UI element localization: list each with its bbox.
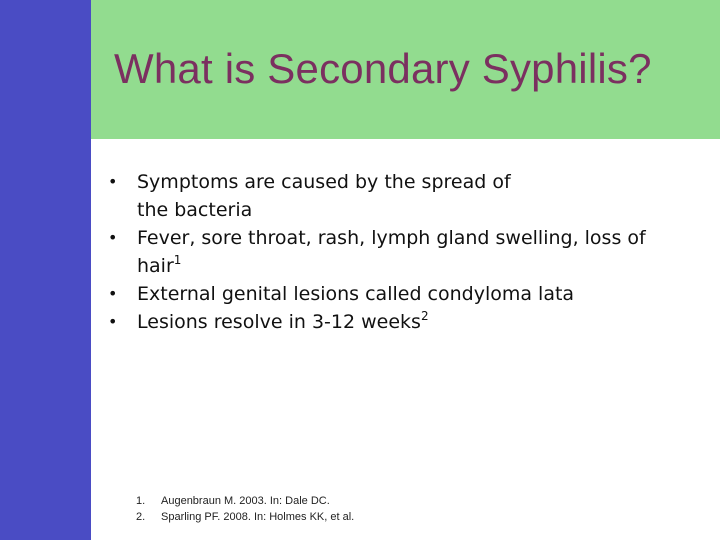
- bullet-text: Lesions resolve in 3-12 weeks: [137, 311, 421, 333]
- footnote-marker: 2: [420, 309, 429, 323]
- left-sidebar-band: [0, 0, 91, 540]
- bullet-list: [108, 168, 708, 336]
- reference-text: Sparling PF. 2008. In: Holmes KK, et al.: [161, 511, 355, 523]
- reference-item: [136, 509, 354, 525]
- bullet-dot-icon: •: [108, 228, 118, 247]
- bullet-item: [108, 308, 708, 336]
- footnote-marker: 1: [173, 253, 182, 267]
- bullet-item: [108, 168, 708, 224]
- bullet-text-continued: the bacteria: [137, 199, 253, 221]
- bullet-text: Fever, sore throat, rash, lymph gland swelling, loss of: [137, 227, 646, 249]
- bullet-text: Symptoms are caused by the spread of: [137, 171, 511, 193]
- bullet-dot-icon: •: [108, 312, 118, 331]
- reference-item: [136, 493, 354, 509]
- bullet-dot-icon: •: [108, 284, 118, 303]
- reference-number: 1.: [136, 495, 146, 507]
- bullet-dot-icon: •: [108, 172, 118, 191]
- bullet-item: [108, 224, 708, 280]
- reference-number: 2.: [136, 511, 146, 523]
- slide-title: What is Secondary Syphilis?: [114, 45, 652, 92]
- bullet-text-continued: hair: [137, 255, 174, 277]
- bullet-text: External genital lesions called condyloma lata: [137, 283, 575, 305]
- bullet-item: [108, 280, 708, 308]
- references-list: [136, 493, 354, 525]
- reference-text: Augenbraun M. 2003. In: Dale DC.: [161, 495, 330, 507]
